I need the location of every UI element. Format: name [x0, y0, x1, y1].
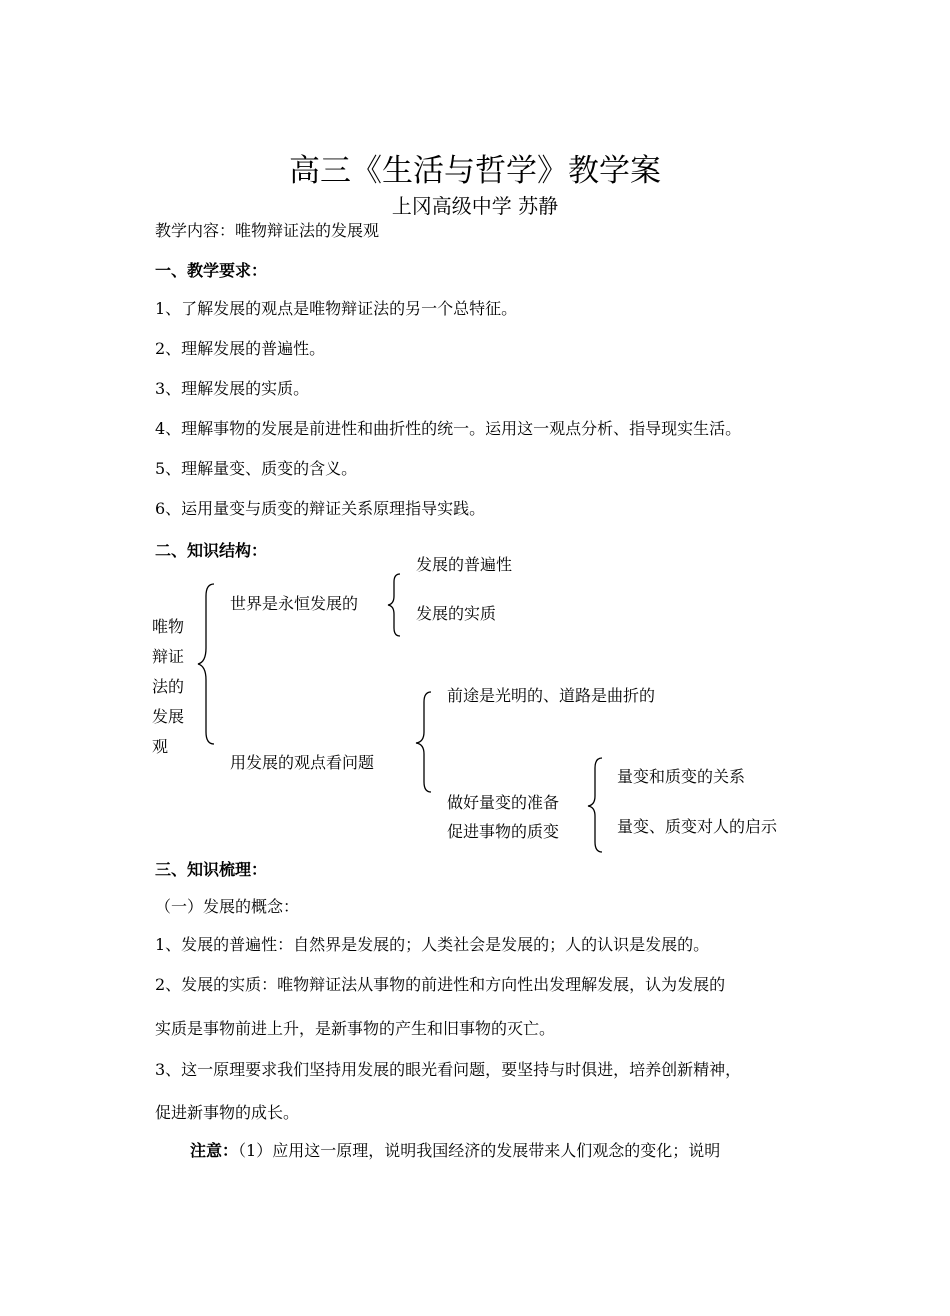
grandchild-item: 量变和质变的关系 [617, 767, 746, 786]
grandchild-item: 量变、质变对人的启示 [617, 817, 778, 836]
root-line: 观 [152, 737, 169, 756]
grandchild-brace [586, 756, 606, 854]
note-label: 注意： [190, 1141, 239, 1160]
paragraph: 实质是事物前进上升，是新事物的产生和旧事物的灭亡。 [155, 1019, 556, 1038]
branch2-child-outlook: 前途是光明的、道路是曲折的 [447, 686, 656, 705]
section2-heading: 二、知识结构： [155, 541, 268, 560]
paragraph: 3、这一原理要求我们坚持用发展的眼光看问题，要坚持与时俱进，培养创新精神， [155, 1060, 742, 1079]
root-line: 唯物 [152, 617, 185, 636]
branch2-brace [414, 690, 436, 794]
branch1-child: 发展的实质 [416, 604, 497, 623]
section3-heading: 三、知识梳理： [155, 860, 268, 879]
section1-heading: 一、教学要求： [155, 261, 268, 280]
root-line: 辩证 [152, 647, 185, 666]
branch2-child-quality: 促进事物的质变 [447, 822, 560, 841]
branch1-label: 世界是永恒发展的 [230, 594, 359, 613]
root-brace [196, 582, 220, 746]
requirement-item: 1、了解发展的观点是唯物辩证法的另一个总特征。 [155, 299, 518, 318]
branch1-brace [386, 572, 404, 638]
requirement-item: 5、理解量变、质变的含义。 [155, 459, 358, 478]
requirement-item: 2、理解发展的普遍性。 [155, 339, 326, 358]
section3-subheading: （一）发展的概念： [155, 897, 300, 916]
requirement-item: 6、运用量变与质变的辩证关系原理指导实践。 [155, 499, 486, 518]
paragraph: 2、发展的实质：唯物辩证法从事物的前进性和方向性出发理解发展，认为发展的 [155, 975, 726, 994]
note-paragraph [190, 1138, 720, 1161]
document-title: 高三《生活与哲学》教学案 [289, 153, 661, 189]
branch2-label: 用发展的观点看问题 [230, 753, 375, 772]
note-text: （1）应用这一原理，说明我国经济的发展带来人们观念的变化；说明 [238, 1141, 721, 1160]
structure-root [152, 612, 192, 762]
content-line: 教学内容：唯物辩证法的发展观 [155, 221, 380, 240]
author-line: 上冈高级中学 苏静 [391, 194, 559, 218]
requirement-item: 4、理解事物的发展是前进性和曲折性的统一。运用这一观点分析、指导现实生活。 [155, 419, 742, 438]
root-line: 发展 [152, 707, 185, 726]
branch2-child-quantity: 做好量变的准备 [447, 793, 560, 812]
paragraph: 促进新事物的成长。 [155, 1103, 300, 1122]
requirement-item: 3、理解发展的实质。 [155, 379, 310, 398]
paragraph: 1、发展的普遍性：自然界是发展的；人类社会是发展的；人的认识是发展的。 [155, 935, 710, 954]
root-line: 法的 [152, 677, 185, 696]
branch1-child: 发展的普遍性 [416, 555, 513, 574]
